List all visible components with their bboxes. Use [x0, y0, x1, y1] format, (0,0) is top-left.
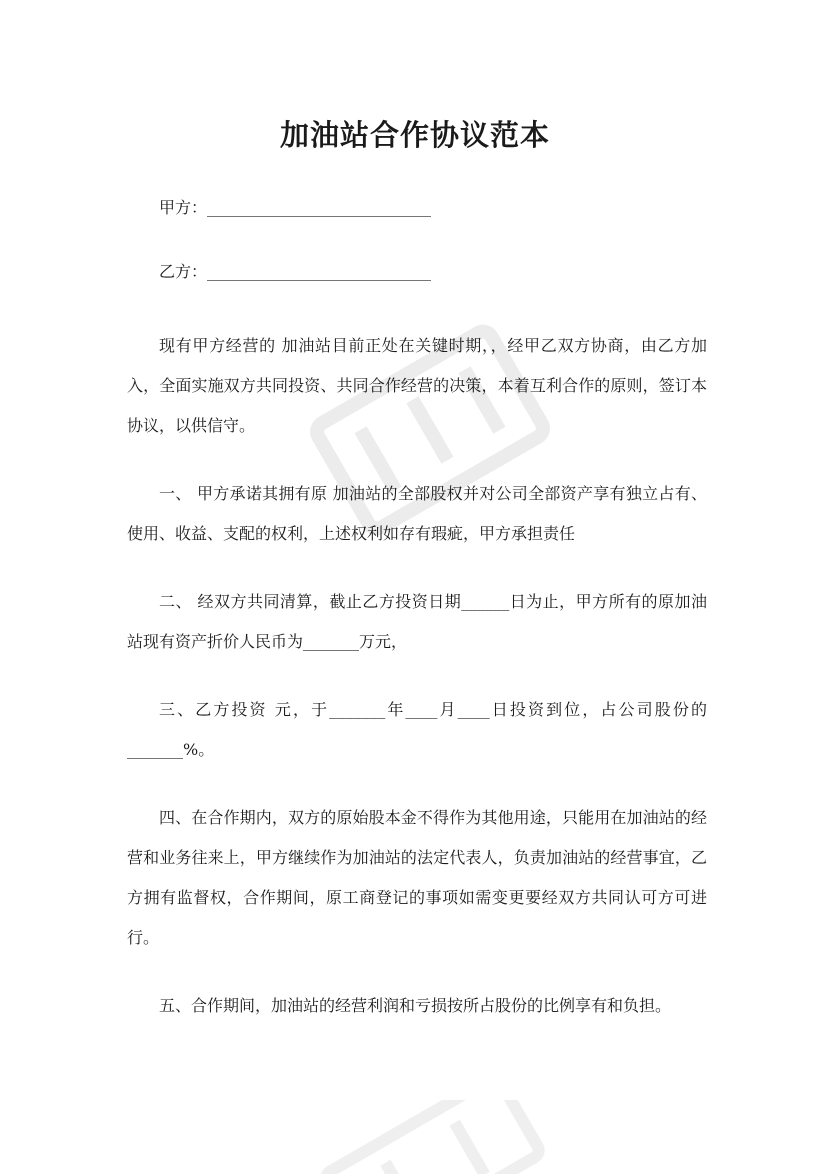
party-b-line: 乙方：____________________________	[159, 262, 432, 281]
clause-5: 五、合作期间，加油站的经营利润和亏损按所占股份的比例享有和负担。	[159, 996, 672, 1015]
clause-3: 三、乙方投资 元，于_______年____月____日投资到位，占公司股份的_______%。	[127, 700, 707, 759]
clause-2: 二、 经双方共同清算，截止乙方投资日期______日为止，甲方所有的原加油站现有资产折价人民币为_______万元，	[127, 592, 707, 651]
watermark-logo-bottom-icon	[310, 1100, 550, 1174]
clause-4: 四、在合作期内，双方的原始股本金不得作为其他用途，只能用在加油站的经营和业务往来上，甲方继续作为加油站的法定代表人，负责加油站的经营事宜，乙方拥有监督权，合作期间，原工商登记的事项如需变更要经双方共同认可方可进行。	[127, 808, 707, 947]
party-a-line: 甲方：____________________________	[159, 198, 432, 217]
document-title: 加油站合作协议范本	[279, 118, 550, 152]
document-body	[127, 188, 707, 1054]
clause-1: 一、 甲方承诺其拥有原 加油站的全部股权并对公司全部资产享有独立占有、使用、收益、支配的权利，上述权利如存有瑕疵，甲方承担责任	[127, 484, 707, 543]
intro-paragraph: 现有甲方经营的 加油站目前正处在关键时期，，经甲乙双方协商，由乙方加入，全面实施双方共同投资、共同合作经营的决策，本着互利合作的原则，签订本协议，以供信守。	[127, 336, 707, 435]
